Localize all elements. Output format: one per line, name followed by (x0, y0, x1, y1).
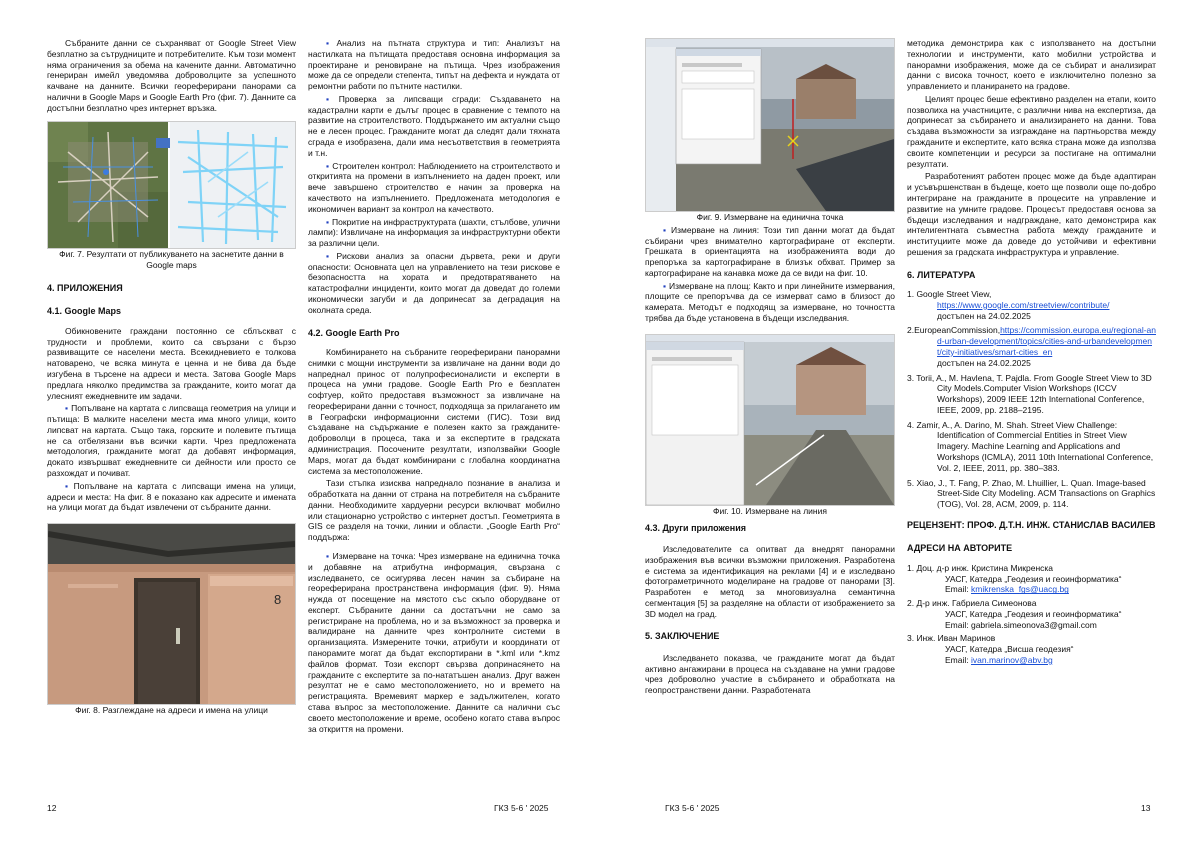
column-1 (47, 38, 296, 718)
author-3 (907, 633, 1156, 665)
author-2-email: Email: gabriela.simeonova3@gmail.com (945, 619, 1097, 630)
reference-1 (907, 289, 1156, 321)
paragraph-5-continued: методика демонстрира как с използването на достъпни технологии и инструменти, като мобилни устройства и панорамни изображения, може да се събират и анализират данни с висока точност, което е изключително полезно за управлението и планирането на градове. (907, 38, 1156, 92)
figure-9 (645, 38, 895, 212)
reference-1-title: 1. Google Street View, (907, 289, 992, 300)
author-2-org: УАСГ, Катедра „Геодезия и геоинформатика“ (945, 608, 1122, 619)
bullet-missing-buildings: ▪ Проверка за липсващи сгради: Създаването на кадастрални карти е дълъг процес в сравнение с темпото на развитие на строителството. Поддържането им актуални също не е лесен процес. Гражданите могат да следят дали тяхната сграда е изобразена, дали има несъответствия в геометрията и т.н. (308, 94, 560, 159)
author-3-org: УАСГ, Катедра „Висша геодезия“ (945, 644, 1074, 655)
bullet-risk-analysis: ▪ Рискови анализ за опасни дървета, реки и други опасности: Основната цел на управлението на тези рискове е безопасността на хората и предотвратяването на катастрофални инциденти, които могат да доведат до големи икономически загуби и да допринесат за деградация на околната среда. (308, 251, 560, 316)
paragraph-4-3: Изследователите са опитват да внедрят панорамни изображения във всички възможни приложения. Разработена е система за идентификация на реклами [4] и е изследвано фотограметричното моделиране на градове от панорами [3]. Разработен е метод за многовизуална семантична сегментация [5] за разделяне на области от изображението за 3D модел на град. (645, 544, 895, 619)
paragraph-5-c: Разработеният работен процес може да бъде адаптиран и усъвършенстван в бъдеще, което ще позволи още по-добро интегриране на гражданите в процесите на управление и развитие на умните градове. Процесът предоставя основа за бъдещи изследвания и надграждане, като демонстрира как интелигентната съвместна работа между гражданите и институциите може да доведе до устойчиви и ефективни решения за градската инфраструктура и управление. (907, 171, 1156, 257)
paragraph-5: Изследването показва, че гражданите могат да бъдат активно ангажирани в процеса на създаване на умни градове чрез доброволно участие в събирането и обработката на геопространствени данни. Разработената (645, 652, 895, 696)
paragraph-5-b: Целият процес беше ефективно разделен на етапи, които позволиха на участниците, с различни нива на експертиза, да допринесат за събирането и анализирането на данни. Това създава възможности за изграждане на партньорства между гражданите и експертите, като всяка страна може да използва своите компетенции и ресурси за постигане на оптимални резултати. (907, 93, 1156, 169)
fig9-caption: Фиг. 9. Измерване на единична точка (696, 212, 844, 222)
author-1-email-label: Email: (945, 584, 971, 595)
reference-3: 3. Torii, A., M. Havlena, T. Pajdla. From Google Street View to 3D City Models.Computer Vision Workshops (ICCV Workshops), 2009 IEEE 12th International Conference, IEEE, 2009, pp. 2188–2195. (907, 372, 1152, 415)
bullet-road-analysis: ▪ Анализ на пътната структура и тип: Анализът на настилката на пътищата предоставя основна информация за проектиране и реновиране на пътища. Чрез изображения може да се определи степента, типът на дефекта и нуждата от ремонтни работи по пътните настилки. (308, 38, 560, 92)
author-3-email-label: Email: (945, 654, 971, 665)
section-5-title: 5. ЗАКЛЮЧЕНИЕ (645, 631, 720, 642)
paragraph-intro: Събраните данни се съхраняват от Google Street View безплатно за сътрудниците и потребителите. Към този момент няма ограничения за обема на качените данни. Автоматично генериран имейл уведомява доброволците за успешното качване на данните. Всички геореферирани панорами са налични в Google Maps и Google Earth Pro (фиг. 7). Данните са достъпни безплатно чрез интернет връзка. (47, 38, 296, 113)
reference-1-link[interactable]: https://www.google.com/streetview/contribute/ (937, 299, 1110, 310)
authors-addresses-title: АДРЕСИ НА АВТОРИТЕ (907, 543, 1013, 554)
reviewer: РЕЦЕНЗЕНТ: ПРОФ. Д.Т.Н. ИНЖ. СТАНИСЛАВ ВАСИЛЕВ (907, 519, 1156, 530)
section-4-3-title: 4.3. Други приложения (645, 522, 747, 533)
bullet-construction-control: ▪ Строителен контрол: Наблюдението на строителството и откритията на промени в изпълнението на даден проект, или вече завършено строителство е начин за проверка на качеството на изпълнението. Предложената методология е икономичен вариант за контрол на качеството. (308, 161, 560, 215)
author-1-email[interactable]: kmikrenska_fgs@uacg.bg (970, 584, 1069, 595)
paragraph-4-2-b: Тази стъпка изисква напреднало познание в анализа и обработката на данни от страна на потребителя на събраните данни. Необходимите хардуерни ресурси включват мобилно или стационарно устройство с интернет достъп. Геометрията в GIS се разделя на точки, линии и области. „Google Earth Pro“ поддържа: (308, 478, 560, 543)
column-3 (645, 38, 895, 698)
reference-2-date: достъпен на 24.02.2025 (937, 357, 1031, 368)
house-number: 8 (274, 592, 282, 608)
section-4-2-title: 4.2. Google Earth Pro (308, 327, 400, 338)
author-2 (907, 598, 1156, 630)
column-2 (308, 38, 560, 736)
bullet-area-measure: ▪ Измерване на площ: Както и при линейните измервания, площите се препоръчва да се измерват само в близост до камерата. Методът е подходящ за измерване, но точността трябва да бъде установена в бъдещи изследвания. (645, 281, 895, 324)
left-journal-footer: ГКЗ 5-6 ' 2025 (494, 803, 549, 813)
bullet-point-measure: ▪ Измерване на точка: Чрез измерване на единична точка и добавяне на атрибутна информация, свързана с изследването, се осигурява лесен начин за събиране на геореферирана пространствена информация (фиг. 9). Няма нужда от посещение на мястото със скъпо оборудване от експерт. Събраните данни са достатъчни не само за регистриране на проблема, но и за възможност за проверка и валидиране на данните чрез контролните системи в организацията. Измерените точки, атрибути и координати от панорамите могат да бъдат експортирани в *.kml или *.kmz файлов формат. Този експорт свързва допринасянето на гражданите с експертите за по-нататъшен анализ. Друг важен резултат не е само местоположението, но и времето на регистрацията. Времевият маркер е задължителен, когато става въпрос за местоположение. Данните са налични със своето местоположение и време, особено когато става въпрос за откриття на промени. (308, 551, 560, 734)
right-journal-footer: ГКЗ 5-6 ' 2025 (665, 803, 720, 813)
author-3-name: 3. Инж. Иван Маринов (907, 633, 996, 644)
author-1-name: 1. Доц. д-р инж. Кристина Микренска (907, 562, 1054, 573)
left-page-number: 12 (47, 803, 57, 813)
bullet-missing-geometry: ▪ Попълване на картата с липсваща геометрия на улици и пътища: В малките населени места има много улици, които липсват на картата. Също така, горските и полевите пътища не са отбелязани във всички карти. Чрез предложената методология, гражданите могат да добавят информация, докато извършват ежедневните си дейности или просто се разхождат и почиват. (47, 403, 296, 478)
fig8-house-photo (48, 524, 295, 704)
reference-1-date: достъпен на 24.02.2025 (937, 310, 1031, 321)
section-6-title: 6. ЛИТЕРАТУРА (907, 269, 976, 280)
fig8-caption: Фиг. 8. Разглеждане на адреси и имена на улици (75, 705, 268, 716)
author-1-email-line (907, 584, 1156, 595)
author-3-email-line (907, 655, 1156, 666)
reference-2-link[interactable]: https://commission.europa.eu/regional-and-urban-development/topics/cities-and-urbandevelopment/city-initiatives/smart-cities_en (937, 325, 1156, 357)
paragraph-4-2-a: Комбинирането на събраните геореферирани панорамни снимки с мощни инструменти за извличане на данни води до напреднал принос от полупрофесионалисти и експерти в процеса на умни градове. Google Earth Pro е безплатен софтуер, който предоставя възможност за извличане на геореферирани данни с точност, подходяща за прилагането им в Географски информационни системи (ГИС). Този вид създаване на съдържание е полезен както за гражданите-доброволци в процеса, така и за експертите в градската администрация. Посочените резултати, използвайки Google Maps, могат да бъдат комбинирани с глобална координатна система за местоположение. (308, 346, 560, 476)
figure-10 (645, 334, 895, 506)
author-1-org: УАСГ, Катедра „Геодезия и геоинформатика“ (945, 573, 1122, 584)
figure-8 (47, 523, 296, 705)
section-4-1-title: 4.1. Google Maps (47, 306, 122, 317)
figure-7 (47, 121, 296, 249)
fig7-caption: Фиг. 7. Резултати от публикуването на заснетите данни в Google maps (59, 249, 284, 271)
paragraph-4-1: Обикновените граждани постоянно се сблъскват с трудности и проблеми, които са свързани с бързо развиващите се населени места. Всекидневието е толкова натоварено, че всяка минута е ценна и не бива да бъде изгубена в търсене на адреси и места. Затова Google Maps предлага няколко предимства за гражданите, които могат да улесният ежедневните им задачи. (47, 325, 296, 401)
reference-5: 5. Xiao, J., T. Fang, P. Zhao, M. Lhuillier, L. Quan. Image-based Street-Side City Modeling. ACM Transactions on Graphics (TOG), Vol. 28, ACM, 2009, p. 114. (907, 477, 1156, 510)
bullet-line-measure: ▪ Измерване на линия: Този тип данни могат да бъдат събирани чрез внимателно картографиране от експерти. Грешката в ориентацията на изображенията води до препоръка за картографиране в близък обхват. Пример за картографиране на канавка може да се види на фиг. 10. (645, 225, 895, 279)
column-4 (907, 38, 1156, 669)
author-1 (907, 563, 1156, 595)
bullet-infrastructure: ▪ Покритие на инфраструктурата (шахти, стълбове, улични лампи): Извличане на информация за инфраструктурни обекти за различни цели. (308, 217, 560, 249)
right-page-number: 13 (1141, 803, 1151, 813)
author-2-name: 2. Д-р инж. Габриела Симеонова (907, 598, 1037, 609)
fig10-screenshot (646, 335, 894, 505)
reference-4: 4. Zamir, A., A. Darino, M. Shah. Street View Challenge: Identification of Commercial Entities in Street View Imagery. Machine Learning and Applications and Workshops (ICMLA), 2011 10th International Conference, Vol. 2, IEEE, 2011, pp. 380–383. (907, 419, 1154, 473)
reference-2 (907, 325, 1156, 368)
fig9-screenshot (646, 39, 894, 211)
reference-2-title: 2.EuropeanCommission, (907, 325, 1001, 336)
section-4-title: 4. ПРИЛОЖЕНИЯ (47, 283, 123, 294)
fig10-caption: Фиг. 10. Измерване на линия (713, 505, 827, 516)
bullet-missing-names: ▪ Попълване на картата с липсващи имена на улици, адреси и места: На фиг. 8 е показано как адресите и имената на улици могат да бъдат извлечени от събраните данни. (47, 481, 296, 513)
fig7-map-image (48, 122, 295, 248)
author-3-email[interactable]: ivan.marinov@abv.bg (970, 654, 1053, 665)
